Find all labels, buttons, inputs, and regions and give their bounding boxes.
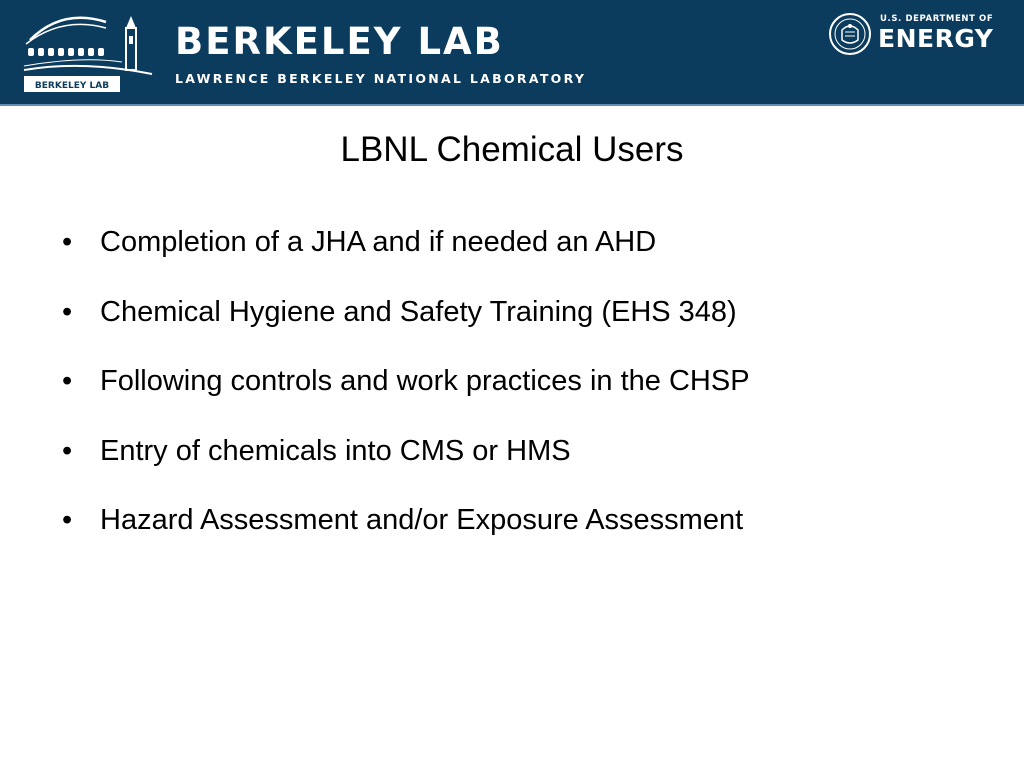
doe-department: U.S. DEPARTMENT OF [880,14,994,24]
lab-wordmark-subtitle: LAWRENCE BERKELEY NATIONAL LABORATORY [175,71,587,86]
bullet-list [56,222,996,570]
bullet-dot: • [62,434,73,467]
slide-title: LBNL Chemical Users [340,130,684,169]
banner-rule [0,104,1024,106]
berkeley-lab-logo-icon [22,10,154,94]
doe-seal-icon [828,12,872,56]
list-item-text: Completion of a JHA and if needed an AHD [100,226,657,258]
list-item-text: Following controls and work practices in the CHSP [100,365,750,397]
lab-logo-label: BERKELEY LAB [34,81,110,91]
bullet-dot: • [62,504,73,536]
bullet-dot: • [62,295,73,328]
lab-wordmark-title: BERKELEY LAB [175,20,504,63]
doe-energy: ENERGY [878,24,994,53]
list-item-text: Hazard Assessment and/or Exposure Assessment [100,504,744,536]
list-item-text: Entry of chemicals into CMS or HMS [100,434,571,467]
bullet-dot: • [62,365,73,397]
list-item [56,431,996,471]
lab-wordmark [175,20,586,88]
list-item [56,500,996,540]
list-item-text: Chemical Hygiene and Safety Training (EHS 348) [100,295,737,328]
bullet-dot: • [62,226,73,258]
list-item [56,222,996,262]
header-banner [0,0,1024,106]
list-item [56,361,996,401]
doe-logo [828,12,1008,58]
list-item [56,292,996,332]
